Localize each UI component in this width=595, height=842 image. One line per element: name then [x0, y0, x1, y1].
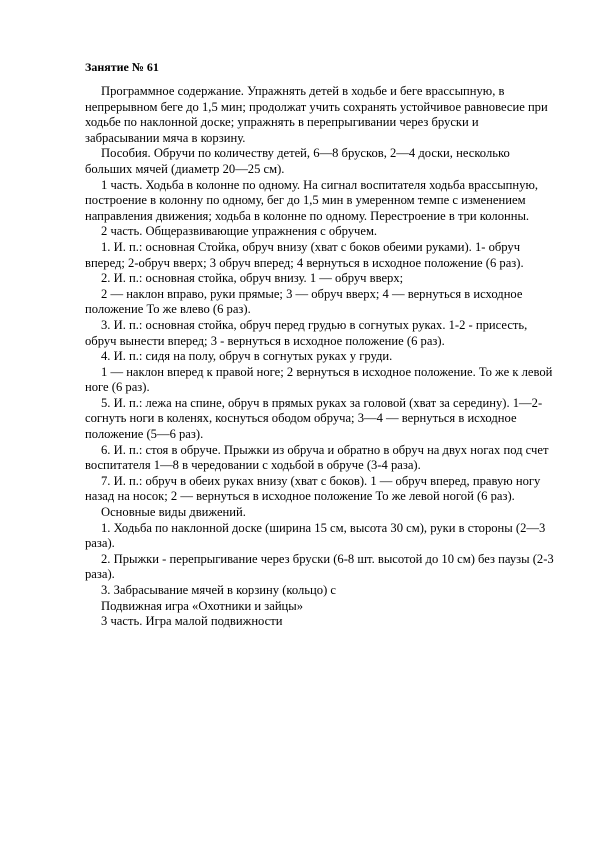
paragraph-exercise-4-cont: 1 — наклон вперед к правой ноге; 2 вернуться в исходное положение. То же к левой ноге (6 раз).: [85, 364, 553, 395]
paragraph-exercise-6: 6. И. п.: стоя в обруче. Прыжки из обруча и обратно в обруч на двух ногах под счет воспитателя 1—8 в чередовании с ходьбой в обруче (3-4 раза).: [85, 442, 549, 473]
paragraph-movement-1: 1. Ходьба по наклонной доске (ширина 15 см, высота 30 см), руки в стороны (2—3 раза).: [85, 520, 546, 551]
document-body: [85, 84, 555, 630]
paragraph-exercise-7: 7. И. п.: обруч в обеих руках внизу (хват с боков). 1 — обруч вперед, правую ногу назад на носок; 2 — вернуться в исходное положение То же левой ногой (6 раз).: [85, 473, 541, 504]
paragraph-exercise-4-start: 4. И. п.: сидя на полу, обруч в согнутых руках у груди.: [101, 349, 393, 364]
paragraph-main-movements-heading: Основные виды движений.: [101, 505, 246, 520]
paragraph-movement-2: 2. Прыжки - перепрыгивание через бруски (6-8 шт. высотой до 10 см) без паузы (2-3 раза).: [85, 551, 554, 582]
paragraph-exercise-5: 5. И. п.: лежа на спине, обруч в прямых руках за головой (хват за середину). 1—2-согнуть ноги в коленях, коснуться ободом обруча; 3—4 — вернуться в исходное положение (5—6 раз).: [85, 395, 543, 442]
paragraph-part-1: 1 часть. Ходьба в колонне по одному. На сигнал воспитателя ходьба врассыпную, построение в колонну по одному, бег до 1,5 мин в умеренном темпе с изменением направления движения; ходьба в колонне по одному. Перестроение в три колонны.: [85, 177, 538, 223]
paragraph-exercise-2-cont: 2 — наклон вправо, руки прямые; 3 — обруч вверх; 4 — вернуться в исходное положение То же влево (6 раз).: [85, 286, 523, 317]
document-title: Занятие № 61: [85, 60, 159, 74]
paragraph-exercise-1: 1. И. п.: основная Стойка, обруч внизу (хват с боков обеими руками). 1- обруч вперед; 2-обруч вверх; 3 обруч вперед; 4 вернуться в исходное положение (6 раз).: [85, 239, 524, 270]
paragraph-movement-3: 3. Забрасывание мячей в корзину (кольцо) с: [101, 583, 337, 597]
paragraph-exercise-2-start: 2. И. п.: основная стойка, обруч внизу. 1 — обруч вверх;: [101, 271, 404, 286]
paragraph-outdoor-game: Подвижная игра «Охотники и зайцы»: [101, 598, 304, 613]
paragraph-equipment: Пособия. Обручи по количеству детей, 6—8 брусков, 2—4 доски, несколько больших мячей (диаметр 20—25 см).: [85, 146, 510, 176]
paragraph-part-2-heading: 2 часть. Общеразвивающие упражнения с обручем.: [101, 224, 378, 239]
paragraph-exercise-3: 3. И. п.: основная стойка, обруч перед грудью в согнутых руках. 1-2 - присесть, обруч вынести вперед; 3 - вернуться в исходное положение (6 раз).: [85, 317, 528, 348]
paragraph-part-3: 3 часть. Игра малой подвижности: [101, 614, 283, 629]
paragraph-program-content: Программное содержание. Упражнять детей в ходьбе и беге врассыпную, в непрерывном беге до 1,5 мин; продолжат учить сохранять устойчивое равновесие при ходьбе по наклонной доске; упражнять в перепрыгивании через бруски и забрасывании мяча в корзину.: [85, 84, 548, 145]
